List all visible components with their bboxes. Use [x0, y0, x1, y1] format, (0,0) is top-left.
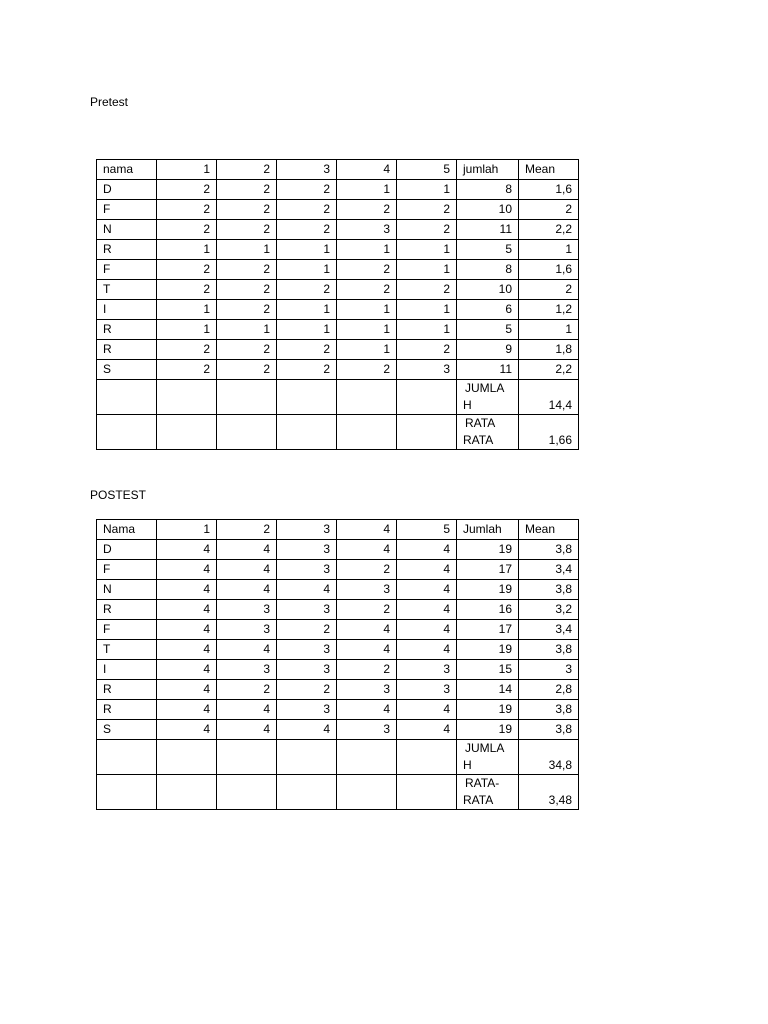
- table-cell: 19: [457, 700, 519, 720]
- table-cell: 2: [277, 200, 337, 220]
- summary-value: 3,48: [519, 775, 579, 810]
- table-cell: 16: [457, 600, 519, 620]
- pretest-heading: Pretest: [90, 95, 129, 109]
- column-header: 2: [217, 160, 277, 180]
- table-cell: 19: [457, 720, 519, 740]
- table-cell: 2: [157, 220, 217, 240]
- empty-cell: [97, 380, 157, 415]
- table-cell: 4: [157, 600, 217, 620]
- table-row: [97, 560, 579, 580]
- table-cell: 2: [519, 200, 579, 220]
- table-cell: 1: [397, 260, 457, 280]
- empty-cell: [277, 415, 337, 450]
- table-row: [97, 640, 579, 660]
- table-cell: 1: [157, 240, 217, 260]
- table-row: [97, 280, 579, 300]
- table-cell: 3,8: [519, 540, 579, 560]
- table-cell: 3,8: [519, 700, 579, 720]
- table-row: [97, 620, 579, 640]
- table-cell: 2: [277, 620, 337, 640]
- empty-cell: [217, 415, 277, 450]
- table-row: [97, 540, 579, 560]
- table-cell: 1: [157, 300, 217, 320]
- table-cell: 2: [337, 360, 397, 380]
- empty-cell: [157, 740, 217, 775]
- column-header: Nama: [97, 520, 157, 540]
- table-cell: 2: [217, 280, 277, 300]
- table-cell: 2: [217, 360, 277, 380]
- table-cell: 3: [337, 580, 397, 600]
- table-cell: 1,6: [519, 260, 579, 280]
- table-cell: 4: [217, 640, 277, 660]
- empty-cell: [337, 775, 397, 810]
- table-cell: 4: [217, 540, 277, 560]
- summary-value: 1,66: [519, 415, 579, 450]
- table-cell: 2: [337, 600, 397, 620]
- table-cell: 3,4: [519, 560, 579, 580]
- table-cell: S: [97, 720, 157, 740]
- table-cell: 4: [157, 660, 217, 680]
- table-row: [97, 660, 579, 680]
- table-cell: 2: [217, 260, 277, 280]
- table-cell: D: [97, 180, 157, 200]
- column-header: 5: [397, 520, 457, 540]
- table-cell: 3: [397, 680, 457, 700]
- table-cell: 4: [157, 640, 217, 660]
- table-cell: 4: [277, 580, 337, 600]
- summary-label: [457, 740, 519, 775]
- posttest-table: [96, 519, 579, 810]
- table-cell: 3: [337, 220, 397, 240]
- table-cell: 1: [397, 240, 457, 260]
- table-cell: R: [97, 340, 157, 360]
- table-cell: 8: [457, 260, 519, 280]
- table-cell: 3: [277, 660, 337, 680]
- table-cell: 2: [157, 200, 217, 220]
- table-cell: I: [97, 300, 157, 320]
- table-cell: 1: [519, 240, 579, 260]
- table-cell: 2: [337, 660, 397, 680]
- table-cell: 2: [217, 300, 277, 320]
- table-cell: 1: [277, 300, 337, 320]
- table-cell: T: [97, 640, 157, 660]
- empty-cell: [157, 775, 217, 810]
- table-cell: 4: [157, 700, 217, 720]
- empty-cell: [217, 775, 277, 810]
- column-header: 3: [277, 520, 337, 540]
- table-row: [97, 300, 579, 320]
- table-cell: T: [97, 280, 157, 300]
- table-cell: 17: [457, 560, 519, 580]
- table-cell: 3: [277, 700, 337, 720]
- table-cell: 2: [397, 280, 457, 300]
- summary-label: [457, 380, 519, 415]
- table-cell: F: [97, 200, 157, 220]
- table-cell: 3: [217, 660, 277, 680]
- table-cell: 19: [457, 640, 519, 660]
- column-header: Jumlah: [457, 520, 519, 540]
- table-cell: 2: [397, 220, 457, 240]
- table-cell: 3: [277, 600, 337, 620]
- table-cell: 10: [457, 280, 519, 300]
- table-cell: 1: [337, 320, 397, 340]
- table-row: [97, 200, 579, 220]
- table-row: [97, 360, 579, 380]
- table-cell: 3: [277, 560, 337, 580]
- table-cell: R: [97, 600, 157, 620]
- table-cell: 1: [397, 180, 457, 200]
- table-cell: 4: [397, 560, 457, 580]
- table-cell: 3: [397, 360, 457, 380]
- summary-label-line: RATA: [463, 793, 494, 807]
- table-cell: 4: [397, 600, 457, 620]
- table-cell: 2: [157, 340, 217, 360]
- table-cell: 1,6: [519, 180, 579, 200]
- table-cell: 2: [277, 360, 337, 380]
- table-cell: 4: [397, 720, 457, 740]
- table-cell: 6: [457, 300, 519, 320]
- table-cell: 5: [457, 240, 519, 260]
- table-cell: 2: [157, 180, 217, 200]
- empty-cell: [97, 775, 157, 810]
- table-cell: 9: [457, 340, 519, 360]
- empty-cell: [157, 380, 217, 415]
- summary-label-line: H: [463, 398, 472, 412]
- summary-value: 14,4: [519, 380, 579, 415]
- column-header: nama: [97, 160, 157, 180]
- table-row: [97, 220, 579, 240]
- table-cell: 5: [457, 320, 519, 340]
- table-cell: 4: [397, 580, 457, 600]
- table-cell: 4: [157, 580, 217, 600]
- table-cell: 1,2: [519, 300, 579, 320]
- table-cell: 3: [217, 620, 277, 640]
- empty-cell: [97, 415, 157, 450]
- empty-cell: [397, 415, 457, 450]
- summary-value: 34,8: [519, 740, 579, 775]
- summary-row: [97, 740, 579, 775]
- table-cell: 2: [337, 260, 397, 280]
- table-cell: F: [97, 560, 157, 580]
- empty-cell: [397, 740, 457, 775]
- empty-cell: [277, 380, 337, 415]
- summary-row: [97, 380, 579, 415]
- table-row: [97, 240, 579, 260]
- table-cell: 4: [397, 700, 457, 720]
- column-header: 5: [397, 160, 457, 180]
- table-cell: 3: [277, 540, 337, 560]
- posttest-heading: POSTEST: [90, 488, 147, 502]
- table-cell: 4: [157, 720, 217, 740]
- table-cell: 2: [217, 680, 277, 700]
- summary-row: [97, 775, 579, 810]
- table-row: [97, 600, 579, 620]
- table-cell: 4: [337, 540, 397, 560]
- summary-label-line: RATA: [463, 433, 494, 447]
- empty-cell: [277, 775, 337, 810]
- pretest-table: [96, 159, 579, 450]
- table-cell: 4: [337, 620, 397, 640]
- column-header: 1: [157, 160, 217, 180]
- table-cell: 2: [337, 200, 397, 220]
- table-cell: 17: [457, 620, 519, 640]
- table-cell: 2: [277, 280, 337, 300]
- table-cell: 2: [337, 560, 397, 580]
- table-cell: 4: [217, 560, 277, 580]
- table-cell: 3,4: [519, 620, 579, 640]
- summary-label: [457, 775, 519, 810]
- table-cell: 1: [217, 240, 277, 260]
- table-cell: 2,2: [519, 220, 579, 240]
- table-cell: 4: [157, 620, 217, 640]
- table-cell: 3: [397, 660, 457, 680]
- table-cell: 2: [217, 180, 277, 200]
- table-cell: 2: [277, 340, 337, 360]
- empty-cell: [337, 415, 397, 450]
- table-cell: 2: [277, 180, 337, 200]
- table-cell: 1: [157, 320, 217, 340]
- column-header: 4: [337, 520, 397, 540]
- column-header: 3: [277, 160, 337, 180]
- table-cell: F: [97, 620, 157, 640]
- table-cell: 10: [457, 200, 519, 220]
- table-cell: 2: [157, 260, 217, 280]
- table-cell: 1: [277, 320, 337, 340]
- table-row: [97, 700, 579, 720]
- empty-cell: [97, 740, 157, 775]
- table-cell: S: [97, 360, 157, 380]
- table-cell: N: [97, 220, 157, 240]
- table-row: [97, 680, 579, 700]
- table-cell: 3: [337, 720, 397, 740]
- table-cell: 4: [397, 640, 457, 660]
- table-cell: 4: [217, 580, 277, 600]
- table-cell: 1,8: [519, 340, 579, 360]
- table-row: [97, 340, 579, 360]
- table-cell: 4: [397, 540, 457, 560]
- table-cell: N: [97, 580, 157, 600]
- empty-cell: [217, 380, 277, 415]
- table-cell: 4: [217, 720, 277, 740]
- table-cell: 1: [337, 240, 397, 260]
- table-cell: 4: [157, 560, 217, 580]
- table-row: [97, 580, 579, 600]
- table-cell: 1: [337, 180, 397, 200]
- column-header: Mean: [519, 520, 579, 540]
- summary-label-line: RATA: [465, 416, 496, 430]
- table-cell: 1: [337, 340, 397, 360]
- table-cell: 2: [217, 200, 277, 220]
- table-cell: 8: [457, 180, 519, 200]
- table-cell: 3: [519, 660, 579, 680]
- table-cell: 2: [397, 340, 457, 360]
- table-cell: 4: [397, 620, 457, 640]
- empty-cell: [337, 380, 397, 415]
- table-cell: R: [97, 320, 157, 340]
- table-cell: 2: [157, 280, 217, 300]
- column-header: 2: [217, 520, 277, 540]
- empty-cell: [397, 775, 457, 810]
- summary-row: [97, 415, 579, 450]
- table-cell: 1: [277, 260, 337, 280]
- table-cell: 3,2: [519, 600, 579, 620]
- table-cell: 2: [217, 220, 277, 240]
- table-cell: 14: [457, 680, 519, 700]
- table-cell: 1: [337, 300, 397, 320]
- empty-cell: [157, 415, 217, 450]
- table-cell: 3,8: [519, 640, 579, 660]
- table-cell: 3,8: [519, 720, 579, 740]
- table-cell: 2: [337, 280, 397, 300]
- table-cell: R: [97, 680, 157, 700]
- table-cell: 4: [217, 700, 277, 720]
- table-cell: 4: [157, 540, 217, 560]
- summary-label-line: RATA-: [465, 776, 500, 790]
- table-header-row: [97, 160, 579, 180]
- table-cell: 1: [519, 320, 579, 340]
- table-cell: 3: [277, 640, 337, 660]
- summary-label-line: JUMLA: [465, 741, 505, 755]
- column-header: 1: [157, 520, 217, 540]
- table-cell: 1: [397, 300, 457, 320]
- table-cell: 2,2: [519, 360, 579, 380]
- table-cell: 4: [337, 640, 397, 660]
- table-cell: 2: [397, 200, 457, 220]
- table-row: [97, 260, 579, 280]
- table-cell: 3: [337, 680, 397, 700]
- table-cell: 2: [519, 280, 579, 300]
- table-cell: 15: [457, 660, 519, 680]
- empty-cell: [397, 380, 457, 415]
- summary-label-line: H: [463, 758, 472, 772]
- table-cell: 2,8: [519, 680, 579, 700]
- column-header: 4: [337, 160, 397, 180]
- table-cell: 2: [277, 220, 337, 240]
- table-cell: F: [97, 260, 157, 280]
- table-row: [97, 180, 579, 200]
- empty-cell: [217, 740, 277, 775]
- summary-label-line: JUMLA: [465, 381, 505, 395]
- table-cell: I: [97, 660, 157, 680]
- empty-cell: [277, 740, 337, 775]
- table-cell: 1: [217, 320, 277, 340]
- table-cell: 4: [277, 720, 337, 740]
- table-cell: 1: [277, 240, 337, 260]
- empty-cell: [337, 740, 397, 775]
- table-cell: R: [97, 240, 157, 260]
- table-cell: 2: [217, 340, 277, 360]
- table-row: [97, 320, 579, 340]
- table-cell: 19: [457, 540, 519, 560]
- column-header: Mean: [519, 160, 579, 180]
- table-cell: 19: [457, 580, 519, 600]
- table-cell: 2: [157, 360, 217, 380]
- table-cell: 11: [457, 360, 519, 380]
- table-cell: 4: [337, 700, 397, 720]
- table-row: [97, 720, 579, 740]
- table-cell: 2: [277, 680, 337, 700]
- table-cell: 3,8: [519, 580, 579, 600]
- table-cell: 1: [397, 320, 457, 340]
- column-header: jumlah: [457, 160, 519, 180]
- summary-label: [457, 415, 519, 450]
- table-cell: 11: [457, 220, 519, 240]
- table-cell: 3: [217, 600, 277, 620]
- table-cell: D: [97, 540, 157, 560]
- table-header-row: [97, 520, 579, 540]
- table-cell: 4: [157, 680, 217, 700]
- table-cell: R: [97, 700, 157, 720]
